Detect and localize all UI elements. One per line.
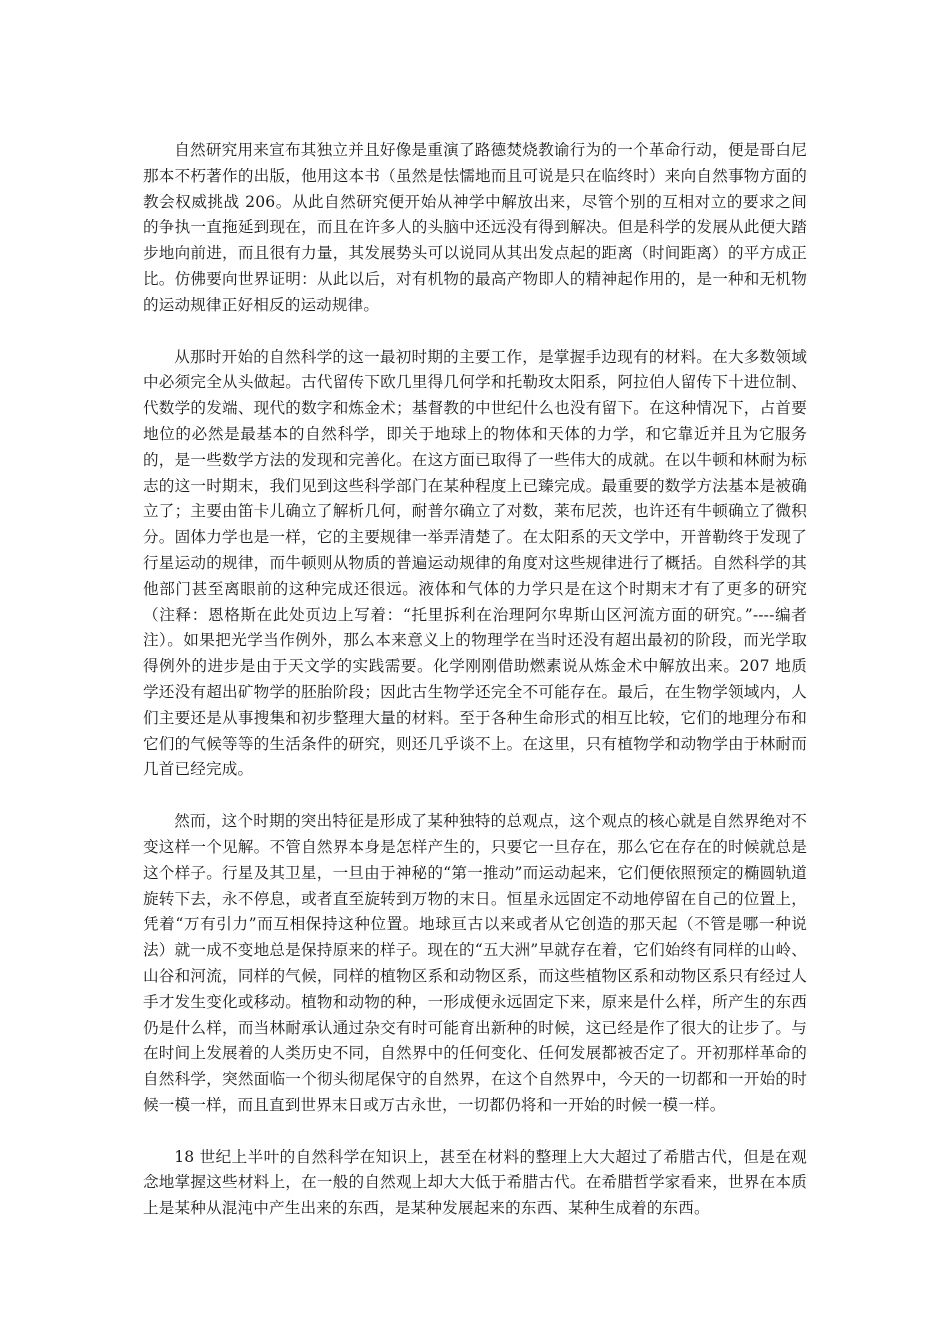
document-body [143, 138, 807, 1222]
paragraph-18th-century: 18 世纪上半叶的自然科学在知识上，甚至在材料的整理上大大超过了希腊古代，但是在观念地掌握这些材料上，在一般的自然观上却大大低于希腊古代。在希腊哲学家看来，世界在本质上是某种从混沌中产生出来的东西，是某种发展起来的东西、某种生成着的东西。 [143, 1147, 807, 1218]
paragraph-early-period: 从那时开始的自然科学的这一最初时期的主要工作，是掌握手边现有的材料。在大多数领域中必须完全从头做起。古代留传下欧几里得几何学和托勒玫太阳系，阿拉伯人留传下十进位制、代数学的发端、现代的数字和炼金术；基督教的中世纪什么也没有留下。在这种情况下，占首要地位的必然是最基本的自然科学，即关于地球上的物体和天体的力学，和它靠近并且为它服务的，是一些数学方法的发现和完善化。在这方面已取得了一些伟大的成就。在以牛顿和林耐为标志的这一时期末，我们见到这些科学部门在某种程度上已臻完成。最重要的数学方法基本是被确立了；主要由笛卡儿确立了解析几何，耐普尔确立了对数，莱布尼茨，也许还有牛顿确立了微积分。固体力学也是一样，它的主要规律一举弄清楚了。在太阳系的天文学中，开普勒终于发现了行星运动的规律，而牛顿则从物质的普遍运动规律的角度对这些规律进行了概括。自然科学的其他部门甚至离眼前的这种完成还很远。液体和气体的力学只是在这个时期末才有了更多的研究（注释：恩格斯在此处页边上写着：“托里拆利在治理阿尔卑斯山区河流方面的研究。”----编者注）。如果把光学当作例外，那么本来意义上的物理学在当时还没有超出最初的阶段，而光学取得例外的进步是由于天文学的实践需要。化学刚刚借助燃素说从炼金术中解放出来。207 地质学还没有超出矿物学的胚胎阶段；因此古生物学还完全不可能存在。最后，在生物学领域内，人们主要还是从事搜集和初步整理大量的材料。至于各种生命形式的相互比较，它们的地理分布和它们的气候等等的生活条件的研究，则还几乎谈不上。在这里，只有植物学和动物学由于林耐而几首已经完成。 [143, 347, 807, 779]
paragraph-unchanging-nature: 然而，这个时期的突出特征是形成了某种独特的总观点，这个观点的核心就是自然界绝对不变这样一个见解。不管自然界本身是怎样产生的，只要它一旦存在，那么它在存在的时候就总是这个样子。行星及其卫星，一旦由于神秘的“第一推动”而运动起来，它们便依照预定的椭圆轨道旋转下去，永不停息，或者直至旋转到万物的末日。恒星永远固定不动地停留在自己的位置上，凭着“万有引力”而互相保持这种位置。地球亘古以来或者从它创造的那天起（不管是哪一种说法）就一成不变地总是保持原来的样子。现在的“五大洲”早就存在着，它们始终有同样的山岭、山谷和河流，同样的气候，同样的植物区系和动物区系，而这些植物区系和动物区系只有经过人手才发生变化或移动。植物和动物的种，一形成便永远固定下来，原来是什么样，所产生的东西仍是什么样，而当林耐承认通过杂交有时可能育出新种的时候，这已经是作了很大的让步了。与在时间上发展着的人类历史不同，自然界中的任何变化、任何发展都被否定了。开初那样革命的自然科学，突然面临一个彻头彻尾保守的自然界，在这个自然界中，今天的一切都和一开始的时候一模一样，而且直到世界末日或万古永世，一切都仍将和一开始的时候一模一样。 [143, 812, 807, 1114]
paragraph-copernicus: 自然研究用来宣布其独立并且好像是重演了路德焚烧教谕行为的一个革命行动，便是哥白尼那本不朽著作的出版，他用这本书（虽然是怯懦地而且可说是只在临终时）来向自然事物方面的教会权威挑战 206。从此自然研究便开始从神学中解放出来，尽管个别的互相对立的要求之间的争执一直拖延到现在，而且在许多人的头脑中还远没有得到解决。但是科学的发展从此便大踏步地向前进，而且很有力量，其发展势头可以说同从其出发点起的距离（时间距离）的平方成正比。仿佛要向世界证明：从此以后，对有机物的最高产物即人的精神起作用的，是一种和无机物的运动规律正好相反的运动规律。 [143, 141, 807, 314]
